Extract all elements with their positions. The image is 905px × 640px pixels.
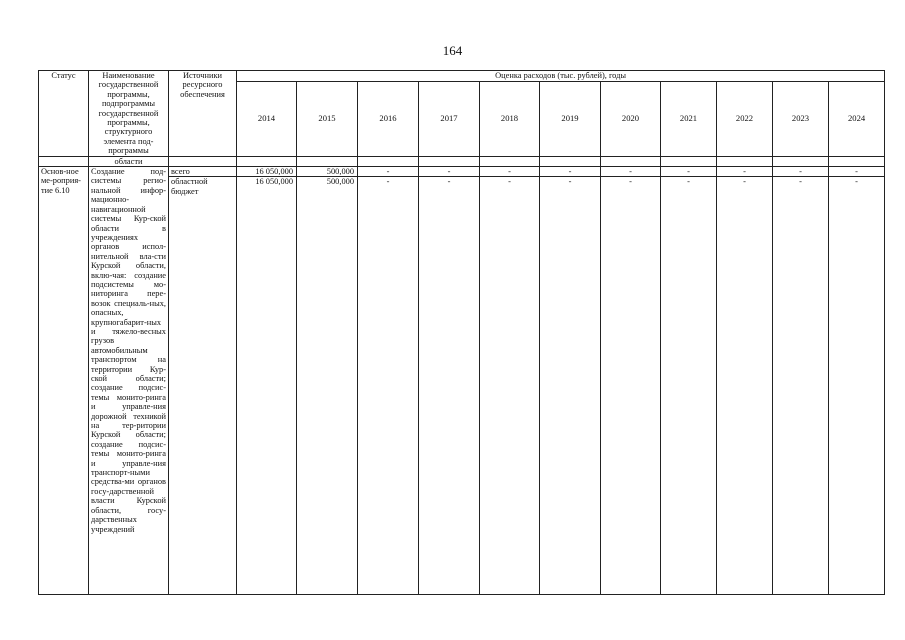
header-sources: Источники ресурсного обеспечения bbox=[169, 71, 237, 157]
header-row-continued bbox=[39, 156, 885, 166]
value-cell: - bbox=[419, 167, 480, 177]
value-cell: - bbox=[829, 177, 885, 595]
value-cell: 500,000 bbox=[297, 177, 358, 595]
source-label-regional: областной бюджет bbox=[169, 177, 237, 595]
empty-cell bbox=[237, 156, 297, 166]
empty-cell bbox=[480, 156, 540, 166]
empty-cell bbox=[601, 156, 661, 166]
year-header: 2023 bbox=[773, 82, 829, 157]
year-header: 2019 bbox=[540, 82, 601, 157]
value-cell: - bbox=[540, 177, 601, 595]
header-status: Статус bbox=[39, 71, 89, 157]
empty-cell bbox=[419, 156, 480, 166]
value-cell: 16 050,000 bbox=[237, 167, 297, 177]
header-estimate: Оценка расходов (тыс. рублей), годы bbox=[237, 71, 885, 82]
empty-cell bbox=[773, 156, 829, 166]
budget-table bbox=[38, 70, 885, 595]
value-cell: - bbox=[661, 167, 717, 177]
row-status: Основ-ное ме-роприя-тие 6.10 bbox=[39, 167, 89, 595]
value-cell: - bbox=[661, 177, 717, 595]
row-name: Создание под-системы регио-нальной инфор-мационно-навигационной системы Кур-ской области в учреждениях органов испол-нительной вла-сти Курской области, вклю-чая: создание подсистемы мо-ниторинга пере-возок специаль-ных, опасных, крупногабарит-ных и тяжело-весных грузов автомобильным транспортом на территории Кур-ской области; создание подсис-темы монито-ринга и управле-ния дорожной техникой на тер-ритории Курской области; создание подсис-темы монито-ринга и управле-ния транспорт-ными средства-ми органов госу-дарственной власти Курской области, госу-дарственных учреждений bbox=[89, 167, 169, 595]
value-cell: 16 050,000 bbox=[237, 177, 297, 595]
value-cell: - bbox=[717, 167, 773, 177]
year-header: 2021 bbox=[661, 82, 717, 157]
empty-cell bbox=[829, 156, 885, 166]
value-cell: - bbox=[540, 167, 601, 177]
empty-cell bbox=[39, 156, 89, 166]
page-number: 164 bbox=[442, 43, 463, 58]
value-cell: - bbox=[601, 167, 661, 177]
empty-cell bbox=[169, 156, 237, 166]
year-header: 2016 bbox=[358, 82, 419, 157]
year-header: 2022 bbox=[717, 82, 773, 157]
year-header: 2015 bbox=[297, 82, 358, 157]
value-cell: - bbox=[717, 177, 773, 595]
value-cell: 500,000 bbox=[297, 167, 358, 177]
value-cell: - bbox=[480, 167, 540, 177]
header-name-continued: области bbox=[89, 156, 169, 166]
empty-cell bbox=[297, 156, 358, 166]
year-header: 2024 bbox=[829, 82, 885, 157]
value-cell: - bbox=[358, 167, 419, 177]
value-cell: - bbox=[601, 177, 661, 595]
value-cell: - bbox=[419, 177, 480, 595]
table-row-total bbox=[39, 167, 885, 177]
header-row-1 bbox=[39, 71, 885, 82]
empty-cell bbox=[358, 156, 419, 166]
header-name: Наименование государственной программы, подпрограммы государственной программы, структурного элемента под-программы bbox=[89, 71, 169, 157]
value-cell: - bbox=[773, 167, 829, 177]
empty-cell bbox=[661, 156, 717, 166]
year-header: 2018 bbox=[480, 82, 540, 157]
value-cell: - bbox=[358, 177, 419, 595]
value-cell: - bbox=[829, 167, 885, 177]
empty-cell bbox=[540, 156, 601, 166]
source-label-total: всего bbox=[169, 167, 237, 177]
value-cell: - bbox=[773, 177, 829, 595]
value-cell: - bbox=[480, 177, 540, 595]
year-header: 2014 bbox=[237, 82, 297, 157]
year-header: 2020 bbox=[601, 82, 661, 157]
empty-cell bbox=[717, 156, 773, 166]
year-header: 2017 bbox=[419, 82, 480, 157]
